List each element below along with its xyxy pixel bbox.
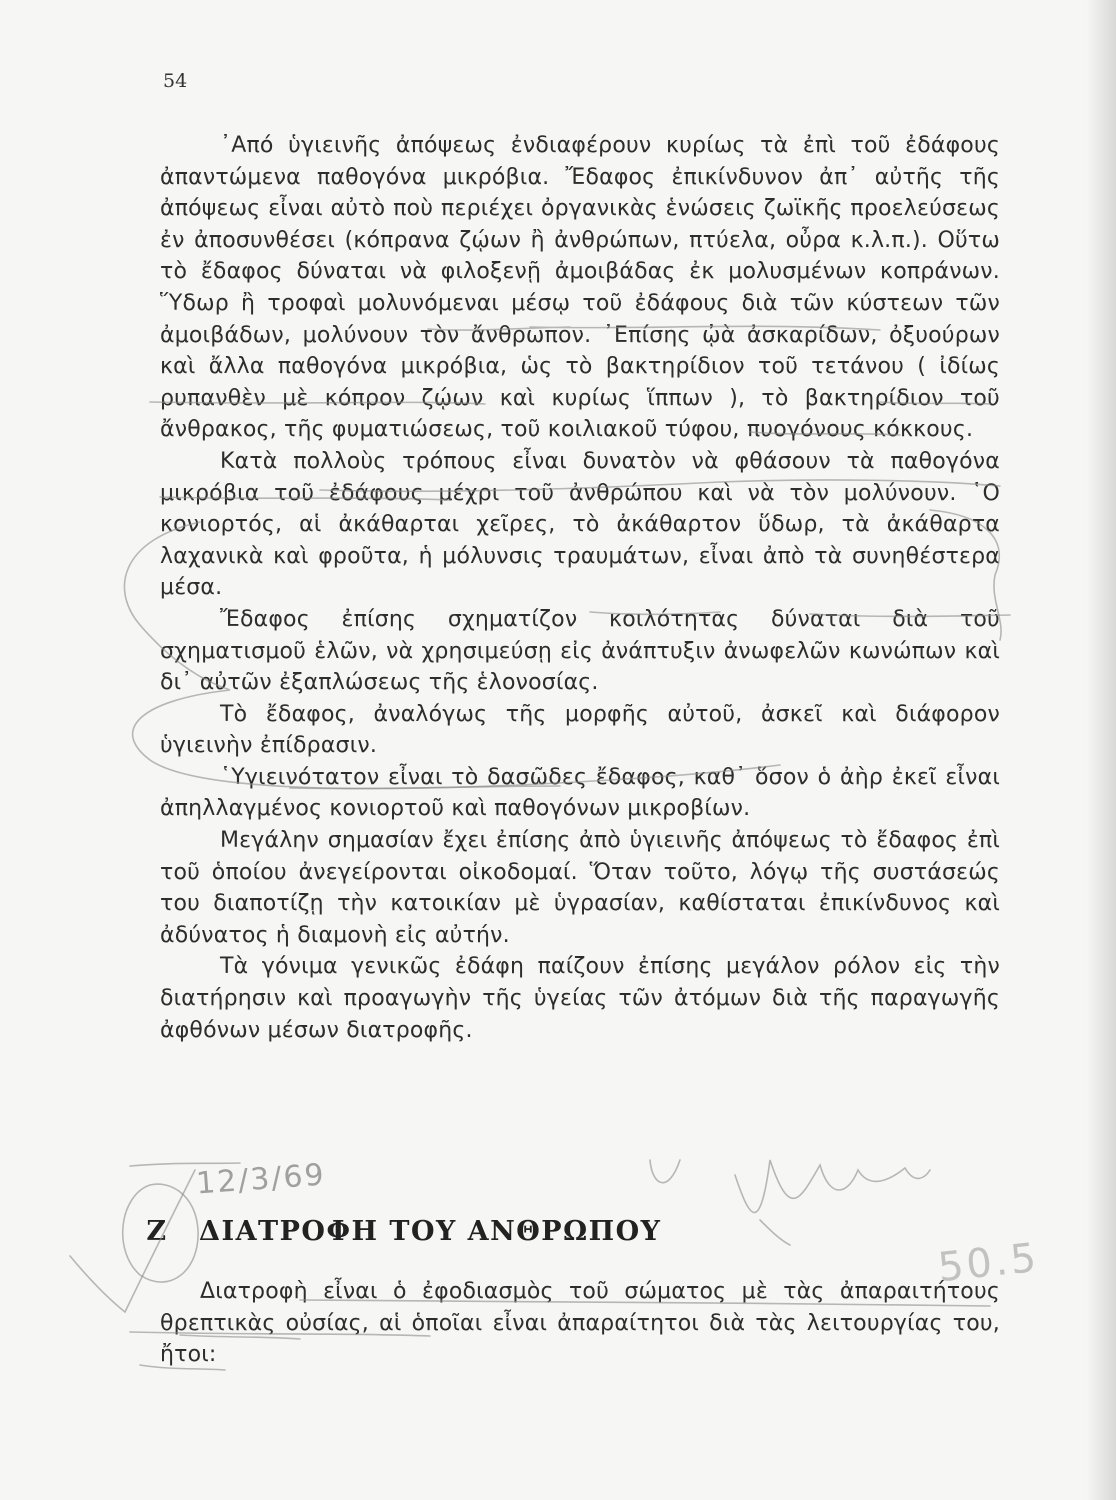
paragraph-soil-pathogens: ᾿Από ὑγιεινῆς ἀπόψεως ἐνδιαφέρουν κυρίως τὰ ἐπὶ τοῦ ἐδάφους ἀπαντώμενα παθογόνα μικρόβια. Ἔδαφος ἐπικίνδυνον ἀπ᾿ αὐτῆς τῆς ἀπόψεως εἶναι αὐτὸ ποὺ περιέχει ὀργανικὰς ἑνώσεις ζωϊκῆς προελεύσεως ἐν ἀποσυνθέσει (κόπρανα ζῴων ἢ ἀνθρώπων, πτύελα, οὖρα κ.λ.π.). Οὕτω τὸ ἔδαφος δύναται νὰ φιλοξενῇ ἀμοιβάδας ἐκ μολυσμένων κοπράνων. Ὕδωρ ἢ τροφαὶ μολυνόμεναι μέσῳ τοῦ ἐδάφους διὰ τῶν κύστεων τῶν ἀμοιβάδων, μολύνουν τὸν ἄνθρωπον. ᾿Επίσης ᾠὰ ἀσκαρίδων, ὀξυούρων καὶ ἄλλα παθογόνα μικρόβια, ὡς τὸ βακτηρίδιον τοῦ τετάνου ( ἰδίως ρυπανθὲν μὲ κόπρον ζῴων καὶ κυρίως ἵππων ), τὸ βακτηρίδιον τοῦ ἄνθρακος, τῆς φυματιώσεως, τοῦ κοιλιακοῦ τύφου, πυογόνους κόκκους. [160, 133, 1000, 443]
signature-mark [735, 1160, 930, 1213]
paragraph-soil-form: Τὸ ἔδαφος, ἀναλόγως τῆς μορφῆς αὐτοῦ, ἀσκεῖ καὶ διάφορον ὑγιεινὴν ἐπίδρασιν. [160, 701, 1000, 759]
page-number: 54 [163, 70, 188, 92]
section-heading [143, 1216, 661, 1247]
paragraph-fertile-soil: Τὰ γόνιμα γενικῶς ἐδάφη παίζουν ἐπίσης μεγάλον ρόλον εἰς τὴν διατήρησιν καὶ προαγωγὴν τῆς ὑγείας τῶν ἀτόμων διὰ τῆς παραγωγῆς ἀφθόνων μέσων διατροφῆς. [160, 954, 1000, 1043]
section-title: ΔΙΑΤΡΟΦΗ ΤΟΥ ΑΝΘΡΩΠΟΥ [199, 1216, 662, 1247]
section-letter: Z [146, 1216, 168, 1247]
signature-mark [760, 1220, 790, 1245]
paragraph-building-soil: Μεγάλην σημασίαν ἔχει ἐπίσης ἀπὸ ὑγιεινῆς ἀπόψεως τὸ ἔδαφος ἐπὶ τοῦ ὁποίου ἀνεγείρονται οἰκοδομαί. Ὅταν τοῦτο, λόγῳ τῆς συστάσεώς του διαποτίζῃ τὴν κατοικίαν μὲ ὑγρασίαν, καθίσταται ἐπικίνδυνος καὶ ἀδύνατος ἡ διαμονὴ εἰς αὐτήν. [160, 828, 1000, 948]
paragraph-transmission: Κατὰ πολλοὺς τρόπους εἶναι δυνατὸν νὰ φθάσουν τὰ παθογόνα μικρόβια τοῦ ἐδάφους μέχρι τοῦ ἀνθρώπου καὶ νὰ τὸν μολύνουν. ῾Ο κονιορτός, αἱ ἀκάθαρται χεῖρες, τὸ ἀκάθαρτον ὕδωρ, τὰ ἀκάθαρτα λαχανικὰ καὶ φροῦτα, ἡ μόλυνσις τραυμάτων, εἶναι ἀπὸ τὰ συνηθέστερα μέσα. [160, 448, 1000, 601]
handwritten-grade: 50.5 [935, 1234, 1042, 1292]
paragraph-marshes: Ἔδαφος ἐπίσης σχηματίζον κοιλότητας δύναται διὰ τοῦ σχηματισμοῦ ἑλῶν, νὰ χρησιμεύσῃ εἰς ἀνάπτυξιν ἀνωφελῶν κωνώπων καὶ δι᾿ αὐτῶν ἐξαπλώσεως τῆς ἑλονοσίας. [160, 606, 1000, 696]
handwritten-date: 12/3/69 [194, 1157, 327, 1202]
signature-mark [650, 1160, 680, 1183]
paragraph-forest-soil: ῾Υγιεινότατον εἶναι τὸ δασῶδες ἔδαφος, καθ᾿ ὅσον ὁ ἀὴρ ἐκεῖ εἶναι ἀπηλλαγμένος κονιορτοῦ καὶ παθογόνων μικροβίων. [160, 764, 1000, 822]
paragraph-nutrition-definition: Διατροφὴ εἶναι ὁ ἐφοδιασμὸς τοῦ σώματος μὲ τὰς ἀπαραιτήτους θρεπτικὰς οὐσίας, αἱ ὁποῖαι εἶναι ἀπαραίτητοι διὰ τὰς λειτουργίας του, ἤτοι: [160, 1279, 1000, 1368]
page-edge-shadow [1086, 0, 1116, 1500]
body-text [160, 130, 1000, 1046]
section-intro [160, 1276, 1000, 1371]
